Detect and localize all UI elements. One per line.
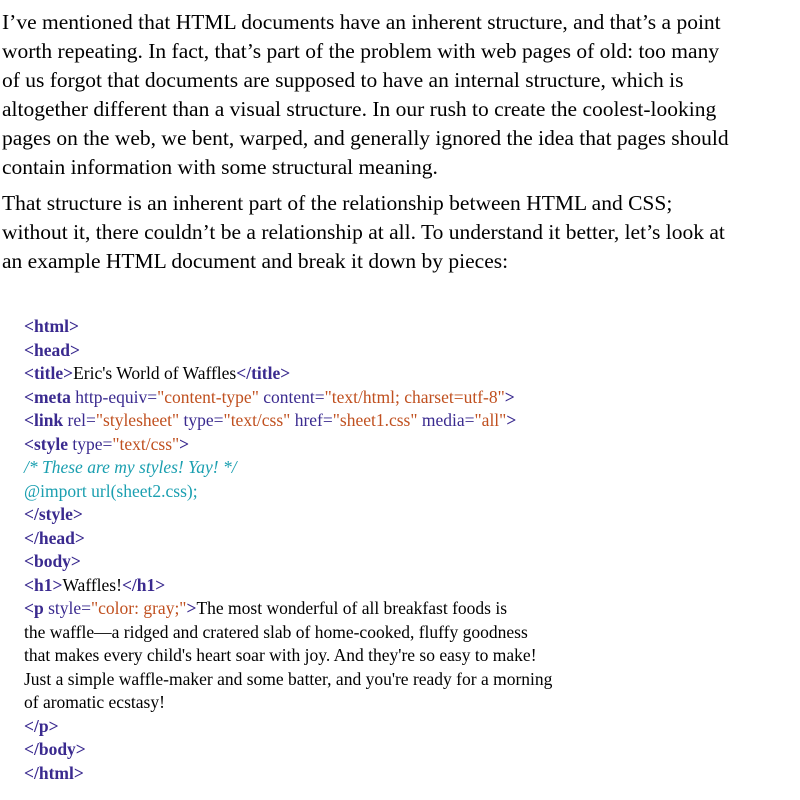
code-line: [24, 503, 784, 527]
code-line: [24, 715, 784, 739]
code-line: [24, 456, 784, 480]
paragraph-line: of us forgot that documents are supposed to have an internal structure, which is: [2, 68, 684, 92]
code-tag: </style>: [24, 504, 83, 524]
code-listing: [24, 315, 784, 785]
code-tag: <p: [24, 598, 44, 618]
code-attribute: media=: [417, 410, 475, 430]
code-line: [24, 738, 784, 762]
code-line: [24, 691, 784, 715]
code-attribute: rel=: [63, 410, 96, 430]
code-attribute-value: "all": [474, 410, 507, 430]
code-tag: <html>: [24, 316, 79, 336]
code-tag: </title>: [236, 363, 291, 383]
code-tag: </html>: [24, 762, 84, 783]
code-line: [24, 597, 784, 621]
code-text: Waffles!: [62, 574, 122, 595]
code-line: [24, 527, 784, 551]
paragraph-line: That structure is an inherent part of the relationship between HTML and CSS;: [2, 191, 673, 215]
paragraph-line: pages on the web, we bent, warped, and generally ignored the idea that pages should: [2, 126, 729, 150]
code-tag: <title>: [24, 363, 74, 383]
code-tag: </h1>: [121, 574, 166, 595]
code-tag: >: [186, 598, 197, 618]
paragraph-line: worth repeating. In fact, that’s part of the problem with web pages of old: too many: [2, 39, 720, 63]
code-tag: <meta: [24, 386, 71, 407]
code-tag: <link: [24, 410, 64, 430]
code-text: Just a simple waffle-maker and some batter, and you're ready for a morning: [24, 668, 553, 689]
paragraph-line: without it, there couldn’t be a relationship at all. To understand it better, let’s look at: [2, 220, 725, 244]
code-line: [24, 480, 784, 504]
code-tag: <body>: [24, 551, 81, 571]
code-tag: </head>: [24, 527, 85, 548]
code-comment: /* These are my styles! Yay! */: [24, 457, 237, 477]
code-attribute: type=: [179, 410, 224, 430]
paragraph-structure-intro: [2, 8, 798, 182]
code-line: [24, 621, 784, 645]
code-text: the waffle—a ridged and cratered slab of home-cooked, fluffy goodness: [24, 621, 528, 642]
code-line: [24, 315, 784, 339]
code-tag: <head>: [24, 339, 80, 360]
code-line: [24, 433, 784, 457]
code-tag: </p>: [24, 715, 59, 736]
article-body: [2, 8, 798, 283]
paragraph-html-css-relationship: [2, 189, 798, 276]
code-tag: >: [504, 386, 515, 407]
code-attribute: http-equiv=: [70, 386, 158, 407]
code-line: [24, 339, 784, 363]
code-tag: <h1>: [24, 574, 63, 595]
code-line: [24, 550, 784, 574]
code-attribute-value: "stylesheet": [95, 410, 180, 430]
code-attribute: href=: [290, 410, 333, 430]
code-attribute-value: "color: gray;": [91, 598, 187, 618]
paragraph-line: contain information with some structural meaning.: [2, 155, 438, 179]
code-attribute-value: "text/html; charset=utf-8": [324, 386, 505, 407]
code-line: [24, 668, 784, 692]
code-attribute-value: "content-type": [157, 386, 259, 407]
code-tag: <style: [24, 433, 68, 454]
code-line: [24, 644, 784, 668]
code-attribute-value: "sheet1.css": [332, 410, 418, 430]
code-line: [24, 574, 784, 598]
code-attribute: style=: [43, 598, 92, 618]
code-tag: >: [179, 433, 190, 454]
code-text: that makes every child's heart soar with joy. And they're so easy to make!: [24, 645, 537, 665]
code-text: Eric's World of Waffles: [73, 363, 237, 383]
code-css-rule: @import url(sheet2.css);: [24, 480, 198, 501]
code-tag: </body>: [24, 739, 86, 759]
code-line: [24, 362, 784, 386]
paragraph-line: I’ve mentioned that HTML documents have an inherent structure, and that’s a point: [2, 10, 721, 34]
code-line: [24, 386, 784, 410]
code-tag: >: [506, 410, 517, 430]
code-attribute-value: "text/css": [112, 433, 180, 454]
paragraph-line: altogether different than a visual structure. In our rush to create the coolest-looking: [2, 97, 717, 121]
code-line: [24, 409, 784, 433]
paragraph-line: an example HTML document and break it down by pieces:: [2, 249, 509, 273]
code-attribute-value: "text/css": [223, 410, 291, 430]
code-line: [24, 762, 784, 786]
code-attribute: content=: [258, 386, 325, 407]
code-text: The most wonderful of all breakfast foods is: [196, 598, 508, 618]
code-text: of aromatic ecstasy!: [24, 692, 165, 712]
code-attribute: type=: [68, 433, 113, 454]
